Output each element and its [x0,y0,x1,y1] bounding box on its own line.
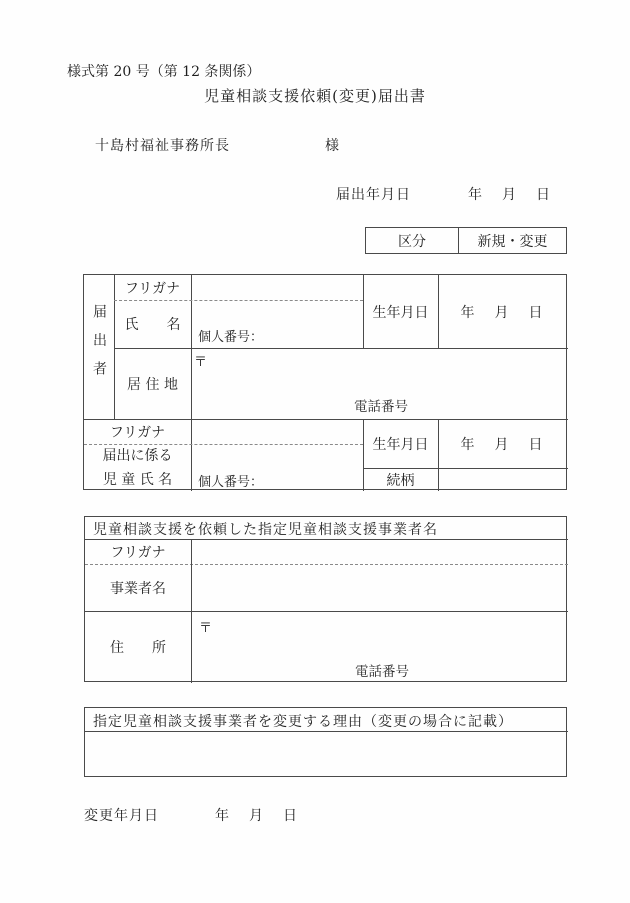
child-name-label-line1: 届出に係る [102,447,173,464]
submission-date-label: 届出年月日 [336,187,411,203]
reason-table-header: 指定児童相談支援事業者を変更する理由（変更の場合に記載） [93,714,513,730]
child-furigana-field [191,419,363,444]
reason-field [85,731,568,778]
applicant-vertical-label: 届出者 [91,303,107,391]
applicant-name-field [191,300,363,322]
category-label: 区分 [366,228,459,253]
applicant-residence-label: 居 住 地 [127,376,178,393]
category-value: 新規・変更 [477,233,548,250]
change-date-label: 変更年月日 [84,808,159,824]
applicant-table [83,274,567,490]
applicant-name-label: 氏 名 [124,317,181,333]
provider-furigana-field [191,539,568,564]
child-name-label [84,444,191,491]
provider-table [84,516,567,682]
change-date-value: 年 月 日 [215,808,300,824]
child-relationship-field [438,468,568,491]
applicant-birthdate-field: 年 月 日 [460,304,546,321]
child-birthdate-label: 生年月日 [372,436,429,453]
child-furigana-label: フリガナ [109,424,166,441]
applicant-furigana-field [191,275,363,300]
provider-furigana-label: フリガナ [110,544,166,561]
child-personal-number-label: 個人番号： [198,475,264,490]
provider-name-label: 事業者名 [110,580,166,597]
applicant-phone-label: 電話番号 [354,399,408,415]
applicant-personal-number-label: 個人番号： [198,330,264,345]
addressee-honorific: 様 [325,138,339,154]
addressee: 十島村福祉事務所長 [95,138,230,154]
child-name-label-line2: 児 童 氏 名 [102,471,173,488]
applicant-furigana-label: フリガナ [124,280,181,297]
provider-phone-label: 電話番号 [355,664,409,680]
form-number: 様式第 20 号（第 12 条関係） [67,64,261,80]
provider-table-header: 児童相談支援を依頼した指定児童相談支援事業者名 [93,522,438,538]
submission-date-value: 年 月 日 [468,187,553,203]
provider-name-field [191,564,568,611]
postal-mark: 〒 [194,355,208,370]
provider-address-label: 住 所 [110,640,166,656]
child-relationship-label: 続柄 [386,472,415,489]
applicant-birthdate-label: 生年月日 [372,304,429,321]
reason-table [84,707,567,777]
postal-mark: 〒 [199,621,213,636]
child-birthdate-field: 年 月 日 [460,436,546,453]
category-box [365,227,567,254]
page-title: 児童相談支援依頼(変更)届出書 [204,87,426,105]
